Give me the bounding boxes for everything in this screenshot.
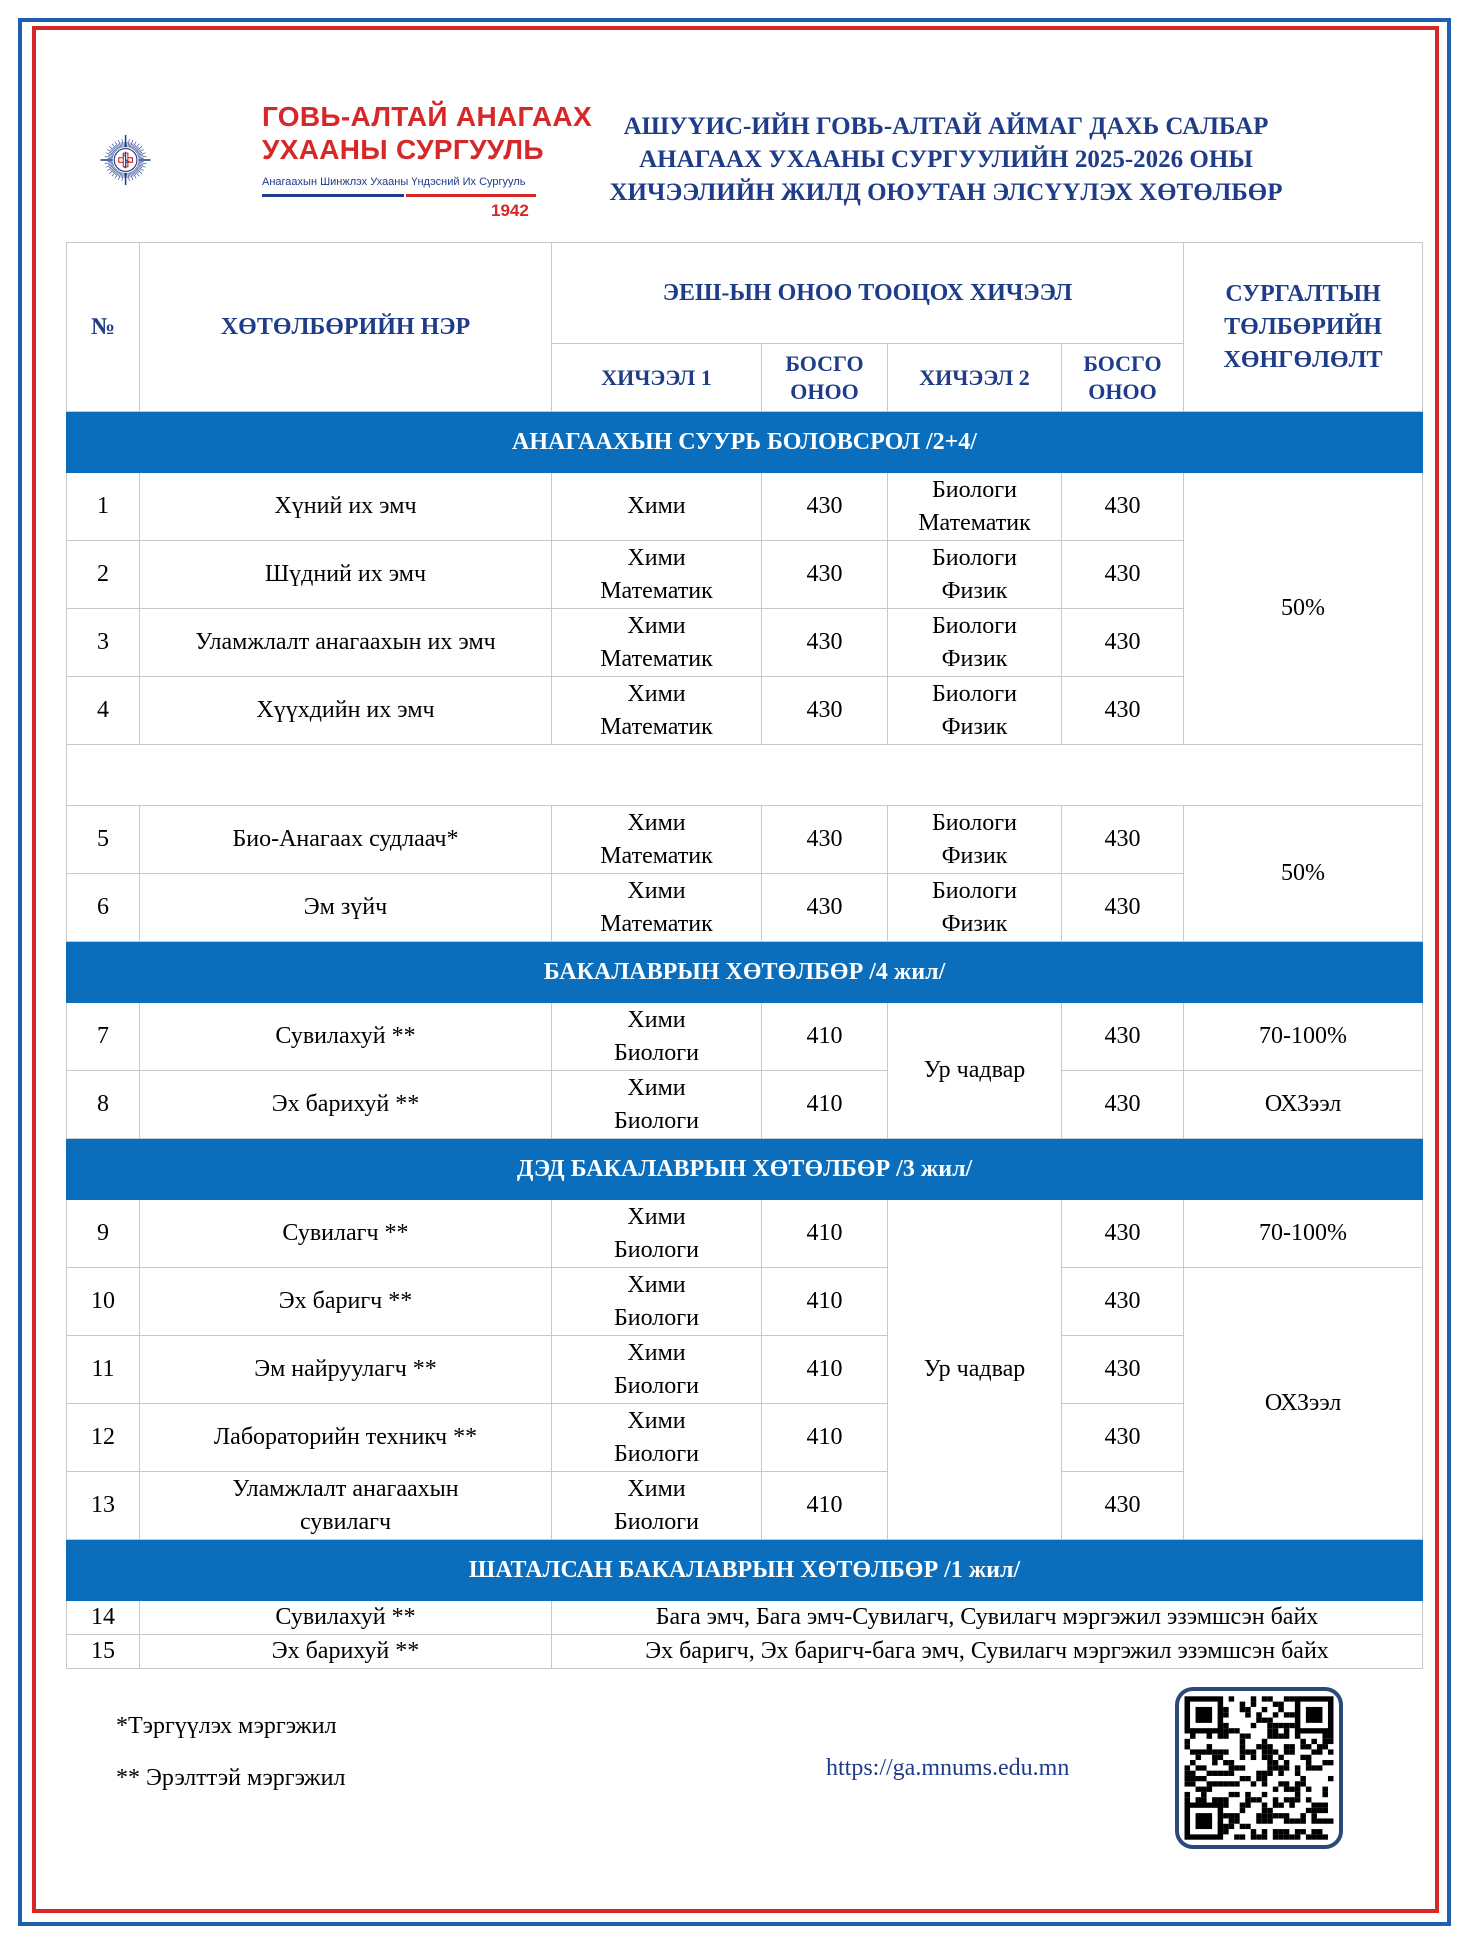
website-link[interactable]: https://ga.mnums.edu.mn — [826, 1755, 1070, 1781]
table-row: 8 Эх барихуй ** Хими Биологи 410 430 ОХЗээл — [67, 1071, 1423, 1139]
table-row: 13 Уламжлалт анагаахын сувилагч Хими Биологи 410 430 — [67, 1472, 1423, 1540]
table-row: 15 Эх барихуй ** Эх баригч, Эх баригч-бага эмч, Сувилагч мэргэжил эзэмшсэн байх — [67, 1635, 1423, 1669]
skill-cell: Ур чадвар — [888, 1003, 1062, 1139]
logo-title: ГОВЬ-АЛТАЙ АНАГААХ УХААНЫ СУРГУУЛЬ — [262, 101, 592, 165]
page-title: АШУҮИС-ИЙН ГОВЬ-АЛТАЙ АЙМАГ ДАХЬ САЛБАР АНАГААХ УХААНЫ СУРГУУЛИЙН 2025-2026 ОНЫ ХИЧЭЭЛИЙН ЖИЛД ОЮУТАН ЭЛСҮҮЛЭХ ХӨТӨЛБӨР — [609, 113, 1283, 206]
col-header-subject2: ХИЧЭЭЛ 2 — [888, 344, 1062, 412]
spacer-row — [67, 745, 1423, 806]
skill-cell: Ур чадвар — [888, 1200, 1062, 1540]
col-header-program: ХӨТӨЛБӨРИЙН НЭР — [140, 243, 552, 412]
admission-table — [66, 242, 1423, 1669]
table-row: 5 Био-Анагаах судлаач* Хими Математик 430 Биологи Физик 430 50% — [67, 806, 1423, 874]
fee-cell: ОХЗээл — [1184, 1268, 1423, 1540]
logo-subtitle: Анагаахын Шинжлэх Ухааны Үндэсний Их Сургууль — [262, 176, 526, 188]
table-row: 1 Хүний их эмч Хими 430 Биологи Математик 430 50% — [67, 473, 1423, 541]
table-row: 11 Эм найруулагч ** Хими Биологи 410 430 — [67, 1336, 1423, 1404]
col-header-subject1: ХИЧЭЭЛ 1 — [552, 344, 762, 412]
logo-divider-blue — [262, 194, 404, 197]
footnote-demand: ** Эрэлттэй мэргэжил — [116, 1765, 346, 1791]
section-header: АНАГААХЫН СУУРЬ БОЛОВСРОЛ /2+4/ — [67, 412, 1423, 473]
school-logo-emblem — [96, 90, 266, 230]
section-header: ШАТАЛСАН БАКАЛАВРЫН ХӨТӨЛБӨР /1 жил/ — [67, 1540, 1423, 1601]
col-header-subjects: ЭЕШ-ЫН ОНОО ТООЦОХ ХИЧЭЭЛ — [552, 243, 1184, 344]
col-header-fee: СУРГАЛТЫН ТӨЛБӨРИЙН ХӨНГӨЛӨЛТ — [1184, 243, 1423, 412]
section-header: БАКАЛАВРЫН ХӨТӨЛБӨР /4 жил/ — [67, 942, 1423, 1003]
table-row: 12 Лабораторийн техникч ** Хими Биологи 410 430 — [67, 1404, 1423, 1472]
table-row: 14 Сувилахуй ** Бага эмч, Бага эмч-Сувилагч, Сувилагч мэргэжил эзэмшсэн байх — [67, 1601, 1423, 1635]
table-row: 6 Эм зүйч Хими Математик 430 Биологи Физик 430 — [67, 874, 1423, 942]
logo-year: 1942 — [491, 201, 529, 220]
table-row: 4 Хүүхдийн их эмч Хими Математик 430 Биологи Физик 430 — [67, 677, 1423, 745]
col-header-no: № — [67, 243, 140, 412]
section-header: ДЭД БАКАЛАВРЫН ХӨТӨЛБӨР /3 жил/ — [67, 1139, 1423, 1200]
fee-cell: 50% — [1184, 473, 1423, 745]
col-header-threshold1: БОСГО ОНОО — [762, 344, 888, 412]
fee-cell: 50% — [1184, 806, 1423, 942]
table-row: 7 Сувилахуй ** Хими Биологи 410 Ур чадвар 430 70-100% — [67, 1003, 1423, 1071]
footnote-priority: *Тэргүүлэх мэргэжил — [116, 1713, 337, 1739]
table-row: 9 Сувилагч ** Хими Биологи 410 Ур чадвар 430 70-100% — [67, 1200, 1423, 1268]
table-row: 3 Уламжлалт анагаахын их эмч Хими Математик 430 Биологи Физик 430 — [67, 609, 1423, 677]
qr-code — [1175, 1687, 1343, 1849]
col-header-threshold2: БОСГО ОНОО — [1062, 344, 1184, 412]
logo-divider-red — [406, 194, 536, 197]
table-row: 10 Эх баригч ** Хими Биологи 410 430 ОХЗээл — [67, 1268, 1423, 1336]
table-row: 2 Шүдний их эмч Хими Математик 430 Биологи Физик 430 — [67, 541, 1423, 609]
